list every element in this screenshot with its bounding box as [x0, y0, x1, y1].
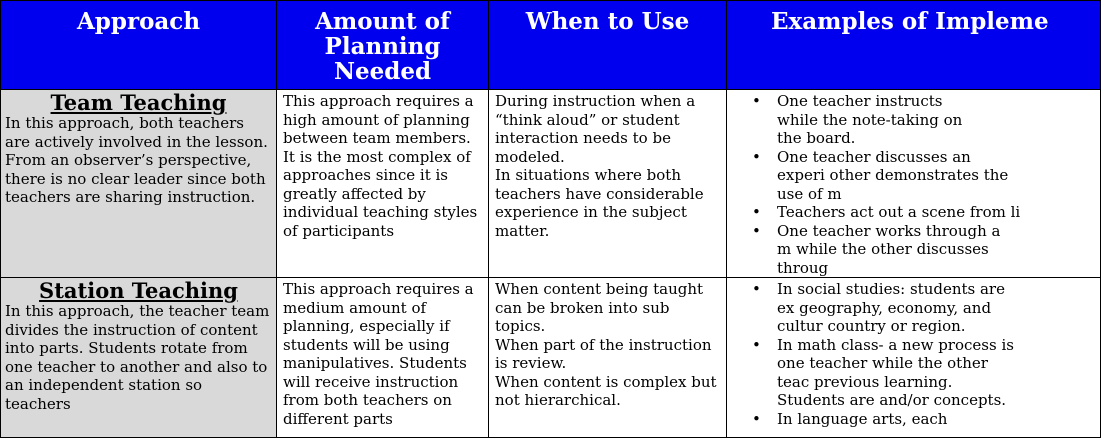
list-item: • In social studies: students are ex geography, economy, and cultur country or region.	[752, 280, 1017, 336]
approach-title: Team Teaching	[50, 90, 227, 115]
header-approach: Approach	[1, 1, 277, 90]
approach-description: In this approach, the teacher team divides the instruction of content into parts. Students rotate from one teacher to another and also to an independent station so teachers	[5, 302, 270, 413]
when-to-use-text: When content being taught can be broken into sub topics.	[495, 280, 704, 335]
when-to-use-cell	[489, 90, 727, 278]
list-item: • In language arts, each	[752, 410, 1096, 429]
list-item: • One teacher instructs while the note-taking on the board.	[752, 92, 977, 148]
header-examples: Examples of Impleme	[727, 1, 1101, 90]
examples-list	[727, 92, 1096, 277]
header-row	[1, 1, 1101, 90]
table-row	[1, 278, 1101, 438]
planning-text: This approach requires a high amount of planning between team members. It is the most complex of approaches since it is greatly affected by individual teaching styles of participants	[283, 92, 478, 240]
planning-text: This approach requires a medium amount of planning, especially if students will be using manipulatives. Students will receive instruction from both teachers on different parts	[283, 280, 474, 428]
list-item: • One teacher works through a m while the other discusses throug	[752, 222, 1017, 278]
when-to-use-cell	[489, 278, 727, 438]
list-item: • Teachers act out a scene from li	[752, 203, 1096, 222]
list-item: • In math class- a new process is one teacher while the other teac previous learning. Students are and/or concepts.	[752, 336, 1017, 410]
examples-list	[727, 280, 1096, 428]
approach-cell	[1, 278, 277, 438]
list-item: • One teacher discusses an experi other demonstrates the use of m	[752, 148, 1017, 204]
header-when-to-use: When to Use	[489, 1, 727, 90]
planning-cell	[277, 278, 489, 438]
examples-cell	[727, 278, 1101, 438]
when-to-use-text: In situations where both teachers have considerable experience in the subject matter.	[495, 166, 704, 240]
approach-cell	[1, 90, 277, 278]
table-row	[1, 90, 1101, 278]
when-to-use-text: When part of the instruction is review.	[495, 335, 712, 372]
examples-cell	[727, 90, 1101, 278]
approach-description: In this approach, both teachers are actively involved in the lesson. From an observer’s perspective, there is no clear leader since both teachers are sharing instruction.	[5, 114, 268, 206]
planning-cell	[277, 90, 489, 278]
header-planning: Amount of Planning Needed	[277, 1, 489, 90]
when-to-use-text: During instruction when a “think aloud” or student interaction needs to be modeled.	[495, 92, 696, 166]
when-to-use-text: When content is complex but not hierarchical.	[495, 372, 717, 409]
approach-title: Station Teaching	[39, 278, 238, 303]
